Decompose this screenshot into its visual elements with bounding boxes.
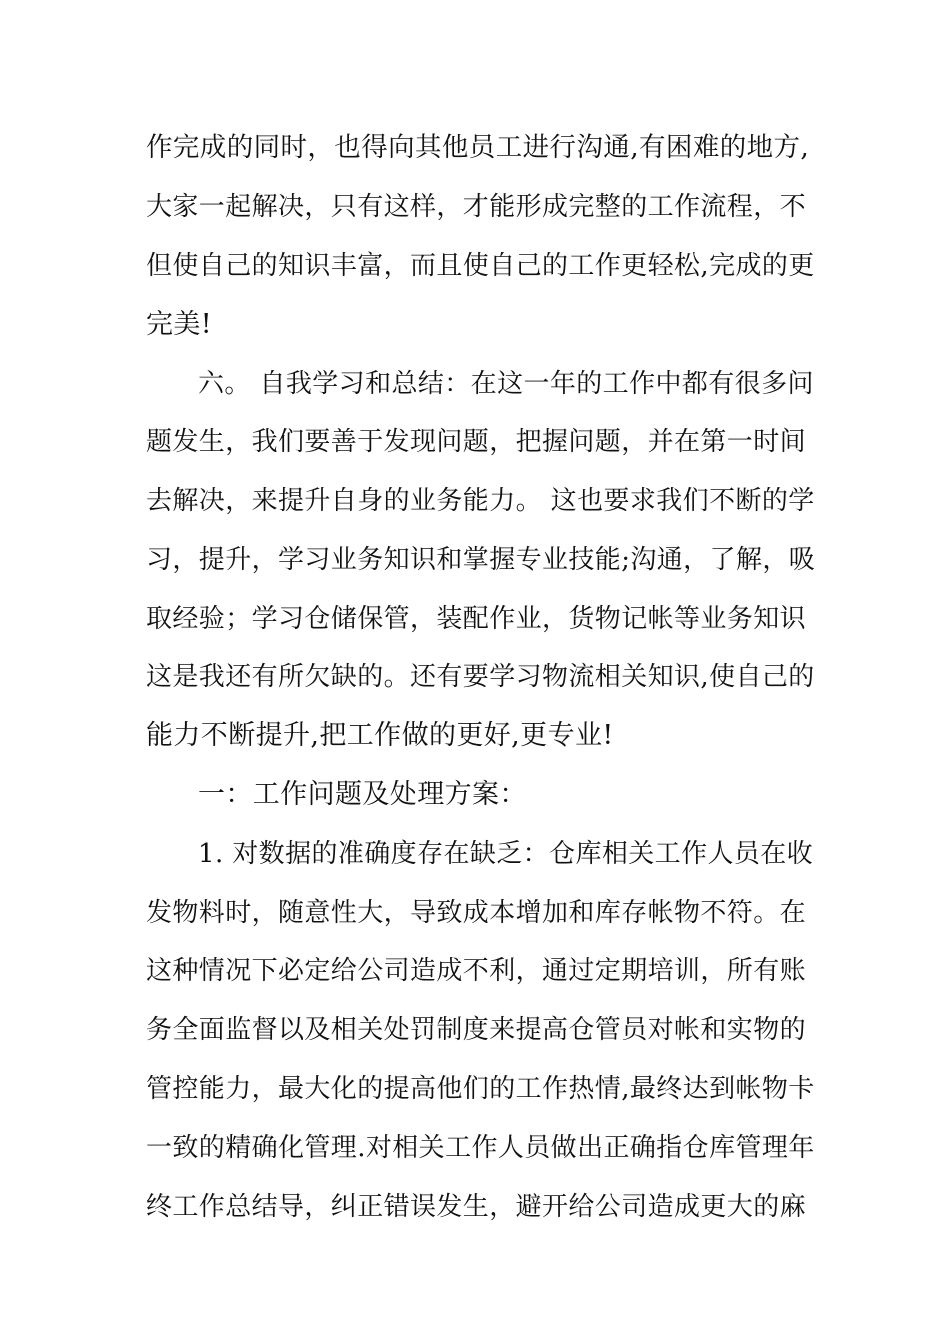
text-line: 这是我还有所欠缺的。还有要学习物流相关知识,使自己的 — [146, 662, 815, 692]
text-line: 一致的精确化管理.对相关工作人员做出正确指仓库管理年 — [146, 1133, 815, 1163]
text-line: 完美! — [146, 309, 213, 340]
text-line: 大家一起解决，只有这样，才能形成完整的工作流程，不 — [146, 192, 807, 222]
list-item-1: 1. 对数据的准确度存在缺乏：仓库相关工作人员在收 — [198, 839, 814, 869]
text-line: 题发生，我们要善于发现问题，把握问题，并在第一时间 — [146, 427, 807, 457]
text-line: 取经验；学习仓储保管，装配作业，货物记帐等业务知识 — [146, 604, 807, 634]
text-line: 这种情况下必定给公司造成不利，通过定期培训，所有账 — [146, 956, 807, 986]
paragraph-heading-six: 六。 自我学习和总结：在这一年的工作中都有很多问 — [198, 369, 814, 399]
text-line: 管控能力，最大化的提高他们的工作热情,最终达到帐物卡 — [146, 1074, 815, 1104]
text-line: 作完成的同时，也得向其他员工进行沟通,有困难的地方, — [146, 132, 810, 163]
section-heading-one: 一：工作问题及处理方案： — [198, 779, 527, 810]
text-line: 终工作总结导，纠正错误发生，避开给公司造成更大的麻 — [146, 1192, 807, 1222]
text-line: 但使自己的知识丰富，而且使自己的工作更轻松,完成的更 — [146, 251, 815, 281]
text-line: 去解决，来提升自身的业务能力。 这也要求我们不断的学 — [146, 486, 815, 516]
text-line: 务全面监督以及相关处罚制度来提高仓管员对帐和实物的 — [146, 1015, 807, 1045]
text-line: 发物料时，随意性大，导致成本增加和库存帐物不符。在 — [146, 898, 807, 928]
text-line: 能力不断提升,把工作做的更好,更专业! — [146, 720, 614, 751]
text-line: 习，提升，学习业务知识和掌握专业技能;沟通，了解，吸 — [146, 545, 816, 575]
